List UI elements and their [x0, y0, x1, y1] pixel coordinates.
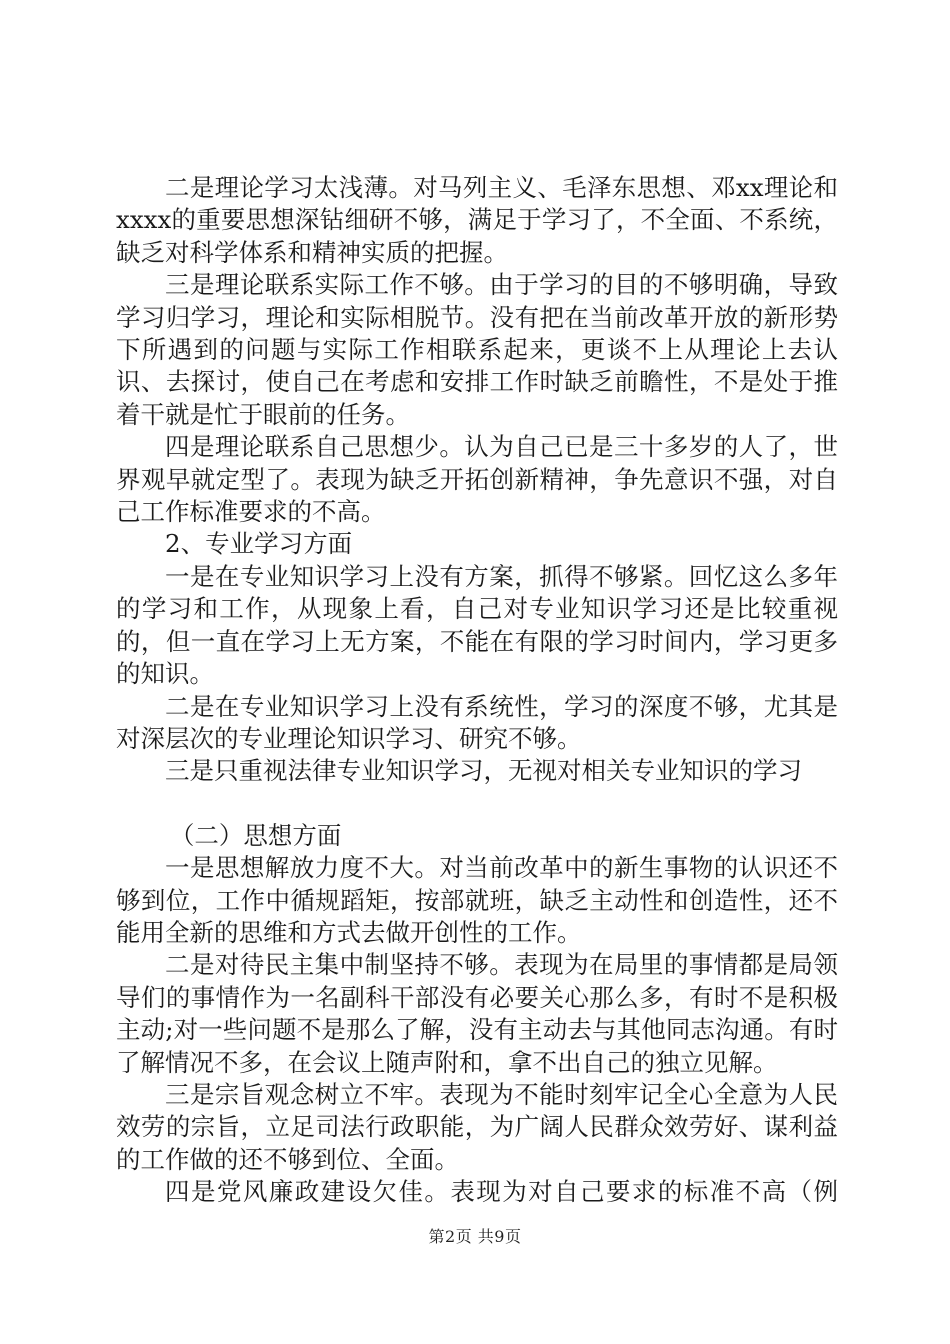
paragraph-theory-self: 四是理论联系自己思想少。认为自己已是三十多岁的人了，世界观早就定型了。表现为缺乏开拓创新精神，争先意识不强，对自己工作标准要求的不高。 — [116, 432, 838, 527]
paragraph-professional-system: 二是在专业知识学习上没有系统性，学习的深度不够，尤其是对深层次的专业理论知识学习、研究不够。 — [116, 691, 838, 753]
section-heading-professional-study: 2、专业学习方面 — [165, 529, 353, 559]
paragraph-theory-practice: 三是理论联系实际工作不够。由于学习的目的不够明确，导致学习归学习，理论和实际相脱节。没有把在当前改革开放的新形势下所遇到的问题与实际工作相联系起来，更谈不上从理论上去认识、去探讨，使自己在考虑和安排工作时缺乏前瞻性，不是处于推着干就是忙于眼前的任务。 — [116, 270, 838, 429]
paragraph-professional-law: 三是只重视法律专业知识学习，无视对相关专业知识的学习 — [165, 756, 802, 786]
paragraph-professional-plan: 一是在专业知识学习上没有方案，抓得不够紧。回忆这么多年的学习和工作，从现象上看，自己对专业知识学习还是比较重视的，但一直在学习上无方案，不能在有限的学习时间内，学习更多的知识。 — [116, 561, 838, 689]
paragraph-democratic-centralism: 二是对待民主集中制坚持不够。表现为在局里的事情都是局领导们的事情作为一名副科干部没有必要关心那么多，有时不是积极主动;对一些问题不是那么了解，没有主动去与其他同志沟通。有时了解情况不多，在会议上随声附和，拿不出自己的独立见解。 — [116, 950, 838, 1077]
paragraph-thought-liberation: 一是思想解放力度不大。对当前改革中的新生事物的认识还不够到位，工作中循规蹈矩，按部就班，缺乏主动性和创造性，还不能用全新的思维和方式去做开创性的工作。 — [116, 853, 838, 947]
paragraph-theory-shallow: 二是理论学习太浅薄。对马列主义、毛泽东思想、邓xx理论和xxxx的重要思想深钻细研不够，满足于学习了，不全面、不系统，缺乏对科学体系和精神实质的把握。 — [116, 173, 838, 267]
paragraph-service-purpose: 三是宗旨观念树立不牢。表现为不能时刻牢记全心全意为人民效劳的宗旨，立足司法行政职能，为广阔人民群众效劳好、谋利益的工作做的还不够到位、全面。 — [116, 1079, 838, 1174]
paragraph-integrity: 四是党风廉政建设欠佳。表现为对自己要求的标准不高（例 — [165, 1177, 838, 1207]
section-heading-thought: （二）思想方面 — [169, 820, 342, 850]
page-number-footer: 第2页 共9页 — [428, 1227, 522, 1246]
document-body — [116, 172, 838, 1209]
